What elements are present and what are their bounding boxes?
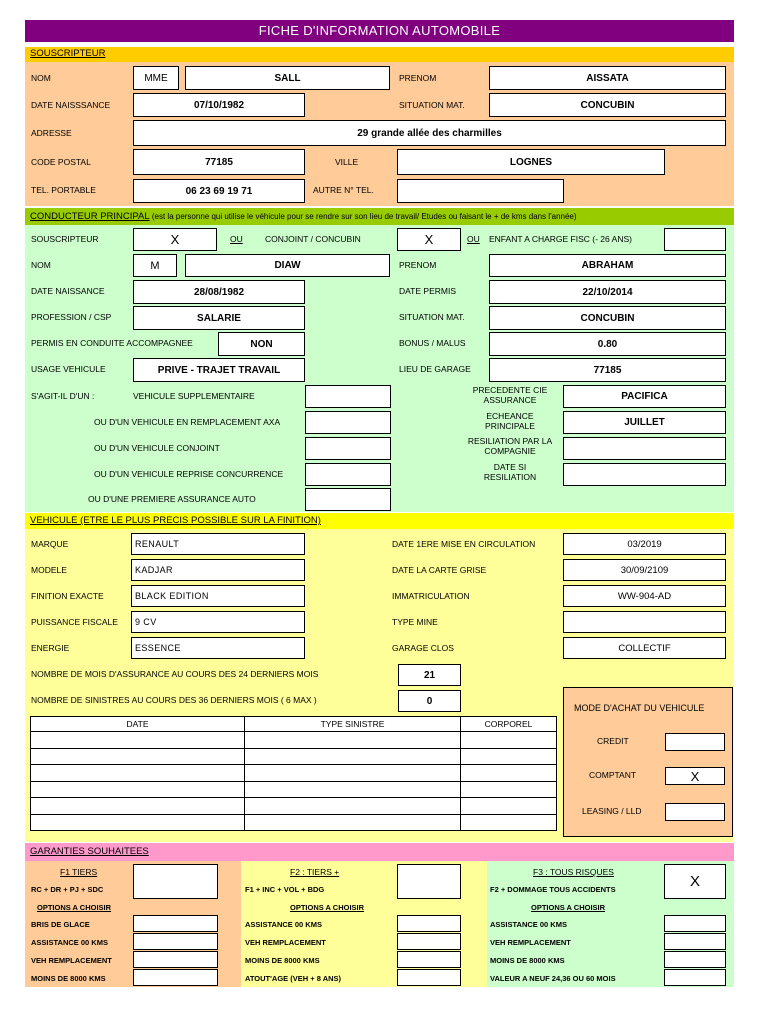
label-echeance: ECHEANCE PRINCIPALE [485,411,535,431]
dob-field[interactable]: 07/10/1982 [133,93,305,117]
label-mode-achat: MODE D'ACHAT DU VEHICULE [574,703,705,713]
label-bonus: BONUS / MALUS [399,338,466,348]
label-prenom: PRENOM [399,73,437,83]
f3-check[interactable]: X [664,864,726,899]
f2-option-2-check[interactable] [397,933,461,950]
title-bar [25,20,734,42]
f3-option-3-check[interactable] [664,951,726,968]
table-row [31,765,557,782]
f1-title: F1 TIERS [60,867,98,877]
immat-field[interactable]: WW-904-AD [563,585,726,607]
label-resiliation: RESILIATION PAR LA COMPAGNIE [467,436,553,456]
souscripteur-header: SOUSCRIPTEUR [25,47,734,62]
table-row [31,781,557,798]
label-immat: IMMATRICULATION [392,591,470,601]
mois-assurance-field[interactable]: 21 [398,664,461,686]
cond-souscripteur-check[interactable]: X [133,228,217,251]
f1-option-3: VEH REMPLACEMENT [31,956,112,965]
label-dob: DATE NAISSSANCE [31,100,111,110]
typemine-field[interactable] [563,611,726,633]
cond-civilite-field[interactable]: M [133,254,177,277]
cond-prenom-field[interactable]: ABRAHAM [489,254,726,277]
label-leasing: LEASING / LLD [582,806,642,816]
label-nom: NOM [31,73,51,83]
label-profession: PROFESSION / CSP [31,312,112,322]
f1-option-1: BRIS DE GLACE [31,920,90,929]
label-lieu-garage: LIEU DE GARAGE [399,364,471,374]
f2-option-1-check[interactable] [397,915,461,932]
label-usage: USAGE VEHICULE [31,364,106,374]
f3-desc: F2 + DOMMAGE TOUS ACCIDENTS [490,885,616,894]
autre-tel-field[interactable] [397,179,564,203]
comptant-check[interactable]: X [665,767,725,785]
label-opt5: OU D'UNE PREMIERE ASSURANCE AUTO [88,494,256,504]
prenom-field[interactable]: AISSATA [489,66,726,90]
f2-option-1: ASSISTANCE 00 KMS [245,920,322,929]
echeance-field[interactable]: JUILLET [563,411,726,434]
sinistres-table [30,716,557,831]
f1-option-2: ASSISTANCE 00 KMS [31,938,108,947]
cond-sitmat-field[interactable]: CONCUBIN [489,306,726,330]
opt4-field[interactable] [305,463,391,486]
label-cond-nom: NOM [31,260,51,270]
label-ou-1: OU [230,234,243,244]
label-cond-souscripteur: SOUSCRIPTEUR [31,234,99,244]
col-date: DATE [31,717,245,732]
label-modele: MODELE [31,565,67,575]
garanties-header: GARANTIES SOUHAITEES [25,843,734,861]
vehicule-header: VEHICULE (ETRE LE PLUS PRECIS POSSIBLE SUR LA FINITION) [25,513,734,529]
accompagnee-field[interactable]: NON [218,332,305,356]
label-sitmat: SITUATION MAT. [399,100,465,110]
label-tel: TEL. PORTABLE [31,185,96,195]
label-date-permis: DATE PERMIS [399,286,456,296]
label-code-postal: CODE POSTAL [31,157,91,167]
puissance-field[interactable]: 9 CV [131,611,305,633]
label-conjoint: CONJOINT / CONCUBIN [265,234,361,244]
modele-field[interactable]: KADJAR [131,559,305,581]
nom-field[interactable]: SALL [185,66,390,90]
f3-option-1: ASSISTANCE 00 KMS [490,920,567,929]
f2-option-4: ATOUT'AGE (VEH + 8 ANS) [245,974,342,983]
table-row [31,798,557,815]
label-enfant: ENFANT A CHARGE FISC (- 26 ANS) [489,234,632,244]
energie-field[interactable]: ESSENCE [131,637,305,659]
f3-option-3: MOINS DE 8000 KMS [490,956,565,965]
label-opt3: OU D'UN VEHICULE CONJOINT [94,443,220,453]
label-sinistres: NOMBRE DE SINISTRES AU COURS DES 36 DERNIERS MOIS ( 6 MAX ) [31,695,317,705]
bonus-field[interactable]: 0.80 [489,332,726,356]
date-permis-field[interactable]: 22/10/2014 [489,280,726,304]
f1-check[interactable] [133,864,218,899]
opt3-field[interactable] [305,437,391,460]
f1-option-2-check[interactable] [133,933,218,950]
label-cond-dob: DATE NAISSANCE [31,286,105,296]
usage-field[interactable]: PRIVE - TRAJET TRAVAIL [133,358,305,382]
date-resiliation-field[interactable] [563,463,726,486]
label-prev-cie: PRECEDENTE CIE ASSURANCE [472,385,548,405]
label-credit: CREDIT [597,736,629,746]
adresse-field[interactable]: 29 grande allée des charmilles [133,120,726,146]
cond-nom-field[interactable]: DIAW [185,254,390,277]
resiliation-field[interactable] [563,437,726,460]
f1-desc: RC + DR + PJ + SDC [31,885,104,894]
f1-option-1-check[interactable] [133,915,218,932]
label-adresse: ADRESSE [31,128,72,138]
label-typemine: TYPE MINE [392,617,438,627]
prev-cie-field[interactable]: PACIFICA [563,385,726,408]
opt2-field[interactable] [305,411,391,434]
f2-check[interactable] [397,864,461,899]
sinistres-field[interactable]: 0 [398,690,461,712]
label-cond-sitmat: SITUATION MAT. [399,312,465,322]
label-opt2: OU D'UN VEHICULE EN REMPLACEMENT AXA [94,417,281,427]
table-row [31,732,557,749]
f3-option-4: VALEUR A NEUF 24,36 OU 60 MOIS [490,974,616,983]
col-type-sinistre: TYPE SINISTRE [245,717,461,732]
label-accompagnee: PERMIS EN CONDUITE ACCOMPAGNEE [31,338,193,348]
label-finition: FINITION EXACTE [31,591,104,601]
sitmat-field[interactable]: CONCUBIN [489,93,726,117]
profession-field[interactable]: SALARIE [133,306,305,330]
label-sagit: S'AGIT-IL D'UN : [31,391,95,401]
label-garage-clos: GARAGE CLOS [392,643,454,653]
table-row [31,814,557,831]
conducteur-header: CONDUCTEUR PRINCIPAL (est la personne qui utilise le véhicule pour se rendre sur son lieu de travail/ Etudes ou faisant le + de kms dans l'année) [25,208,734,225]
opt1-field[interactable] [305,385,391,408]
f2-option-2: VEH REMPLACEMENT [245,938,326,947]
leasing-check[interactable] [665,803,725,821]
col-corporel: CORPOREL [461,717,557,732]
garage-clos-field[interactable]: COLLECTIF [563,637,726,659]
f3-option-2-check[interactable] [664,933,726,950]
f3-title: F3 : TOUS RISQUES [533,867,614,877]
opt5-field[interactable] [305,488,391,511]
f1-option-3-check[interactable] [133,951,218,968]
page-title: FICHE D'INFORMATION AUTOMOBILE [258,23,501,38]
label-date-circ: DATE 1ERE MISE EN CIRCULATION [392,539,536,549]
ville-field[interactable]: LOGNES [397,149,665,175]
lieu-garage-field[interactable]: 77185 [489,358,726,382]
label-comptant: COMPTANT [589,770,637,780]
f2-title: F2 : TIERS + [290,867,340,877]
label-puissance: PUISSANCE FISCALE [31,617,118,627]
label-date-cg: DATE LA CARTE GRISE [392,565,487,575]
credit-check[interactable] [665,733,725,751]
f1-option-4: MOINS DE 8000 KMS [31,974,106,983]
label-cond-prenom: PRENOM [399,260,437,270]
label-date-resiliation: DATE SI RESILIATION [483,462,537,482]
f3-option-4-check[interactable] [664,969,726,986]
cond-enfant-check[interactable] [664,228,726,251]
f3-option-1-check[interactable] [664,915,726,932]
civilite-field[interactable]: MME [133,66,179,90]
f1-options-label: OPTIONS A CHOISIR [37,903,112,912]
f2-option-3-check[interactable] [397,951,461,968]
f3-options-label: OPTIONS A CHOISIR [531,903,606,912]
table-header-row [31,717,557,732]
label-ou-2: OU [467,234,480,244]
label-mois-assurance: NOMBRE DE MOIS D'ASSURANCE AU COURS DES 24 DERNIERS MOIS [31,669,319,679]
cond-dob-field[interactable]: 28/08/1982 [133,280,305,304]
marque-field[interactable]: RENAULT [131,533,305,555]
label-autre-tel: AUTRE N° TEL. [313,185,374,195]
finition-field[interactable]: BLACK EDITION [131,585,305,607]
table-row [31,748,557,765]
f2-options-label: OPTIONS A CHOISIR [290,903,365,912]
label-opt4: OU D'UN VEHICULE REPRISE CONCURRENCE [94,469,284,479]
f2-option-3: MOINS DE 8000 KMS [245,956,320,965]
tel-field[interactable]: 06 23 69 19 71 [133,179,305,203]
label-energie: ENERGIE [31,643,70,653]
label-opt1: VEHICULE SUPPLEMENTAIRE [133,391,255,401]
f3-option-2: VEH REMPLACEMENT [490,938,571,947]
f2-option-4-check[interactable] [397,969,461,986]
label-ville: VILLE [335,157,359,167]
label-marque: MARQUE [31,539,69,549]
cond-conjoint-check[interactable]: X [397,228,461,251]
f1-option-4-check[interactable] [133,969,218,986]
date-circ-field[interactable]: 03/2019 [563,533,726,555]
date-cg-field[interactable]: 30/09/2109 [563,559,726,581]
code-postal-field[interactable]: 77185 [133,149,305,175]
f2-desc: F1 + INC + VOL + BDG [245,885,325,894]
